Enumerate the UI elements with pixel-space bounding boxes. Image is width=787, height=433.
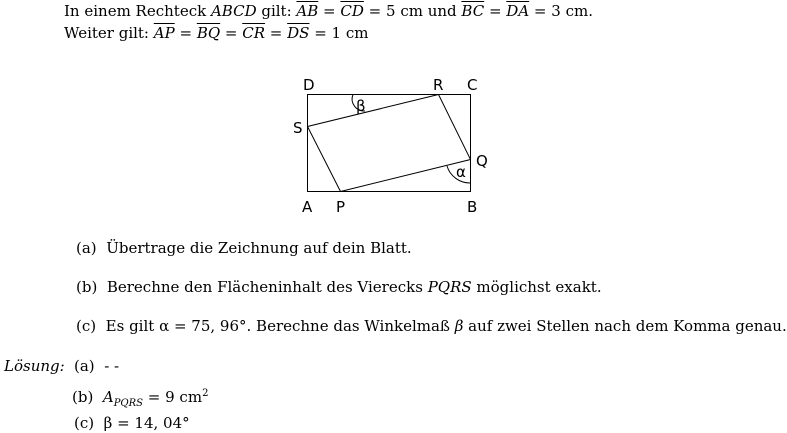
task-b-label: (b) xyxy=(76,278,98,296)
intro-line2-eq4: = 1 cm xyxy=(309,24,369,42)
task-c-text-post: auf zwei Stellen nach dem Komma genau. xyxy=(463,317,787,335)
intro-line1-eq4: = 3 cm. xyxy=(529,2,593,20)
vertex-label-a: A xyxy=(302,198,313,216)
solution-b-label: (b) xyxy=(72,388,94,406)
intro-line2-eq1: = xyxy=(174,24,197,42)
task-c-text-pre: Es gilt α = 75, 96°. Berechne das Winkelmaß xyxy=(105,317,455,335)
segment-ds: $\overline{DS}$ xyxy=(287,24,310,42)
segment-ab: $\overline{AB}$ xyxy=(296,2,319,20)
solution-b-subscript: PQRS xyxy=(113,398,144,409)
rectangle-figure xyxy=(290,75,520,220)
task-a-label: (a) xyxy=(76,239,97,257)
solution-c-text: β = 14, 04° xyxy=(103,414,190,432)
task-b xyxy=(76,278,602,296)
task-b-var: PQRS xyxy=(427,278,472,296)
segment-cd: $\overline{CD}$ xyxy=(340,2,364,20)
solution-a xyxy=(74,357,119,375)
intro-line1-eq2: = 5 cm und xyxy=(363,2,462,20)
intro-line-1 xyxy=(64,2,593,20)
vertex-label-c: C xyxy=(467,76,478,94)
task-c-label: (c) xyxy=(76,317,97,335)
angle-label-beta: β xyxy=(356,97,366,115)
intro-line2-prefix: Weiter gilt: xyxy=(64,24,154,42)
quadrilateral-pqrs xyxy=(308,95,471,192)
vertex-label-r: R xyxy=(433,76,444,94)
solution-b-area-symbol: A xyxy=(102,388,114,406)
intro-line2-eq2: = xyxy=(220,24,243,42)
solution-b-value: = 9 cm xyxy=(143,388,203,406)
solution-a-label: (a) xyxy=(74,357,95,375)
solution-b xyxy=(72,385,208,413)
intro-line1-gilt: gilt: xyxy=(256,2,297,20)
segment-bc: $\overline{BC}$ xyxy=(461,2,485,20)
rect-name: ABCD xyxy=(210,2,257,20)
vertex-label-s: S xyxy=(293,119,303,137)
task-b-text-post: möglichst exakt. xyxy=(471,278,602,296)
intro-line1-eq1: = xyxy=(318,2,341,20)
task-b-text-pre: Berechne den Flächeninhalt des Vierecks xyxy=(106,278,428,296)
solution-a-text: - - xyxy=(104,357,120,375)
vertex-label-p: P xyxy=(336,198,346,216)
task-a xyxy=(76,239,412,257)
vertex-label-d: D xyxy=(303,76,315,94)
task-a-text: Übertrage die Zeichnung auf dein Blatt. xyxy=(106,239,412,257)
intro-line2-eq3: = xyxy=(265,24,288,42)
task-c-var: β xyxy=(454,317,464,335)
segment-bq: $\overline{BQ}$ xyxy=(196,24,221,42)
intro-line1-eq3: = xyxy=(484,2,507,20)
solution-c-label: (c) xyxy=(74,414,95,432)
solution-heading: Lösung: xyxy=(4,357,65,375)
vertex-label-b: B xyxy=(467,198,478,216)
solution-c xyxy=(74,414,190,432)
angle-label-alpha: α xyxy=(456,163,466,181)
intro-line-2 xyxy=(64,24,369,42)
vertex-label-q: Q xyxy=(476,152,488,170)
segment-cr: $\overline{CR}$ xyxy=(242,24,266,42)
segment-ap: $\overline{AP}$ xyxy=(153,24,175,42)
task-c xyxy=(76,317,787,335)
intro-line1-prefix: In einem Rechteck xyxy=(64,2,211,20)
segment-da: $\overline{DA}$ xyxy=(506,2,530,20)
solution-b-superscript: 2 xyxy=(202,388,209,399)
